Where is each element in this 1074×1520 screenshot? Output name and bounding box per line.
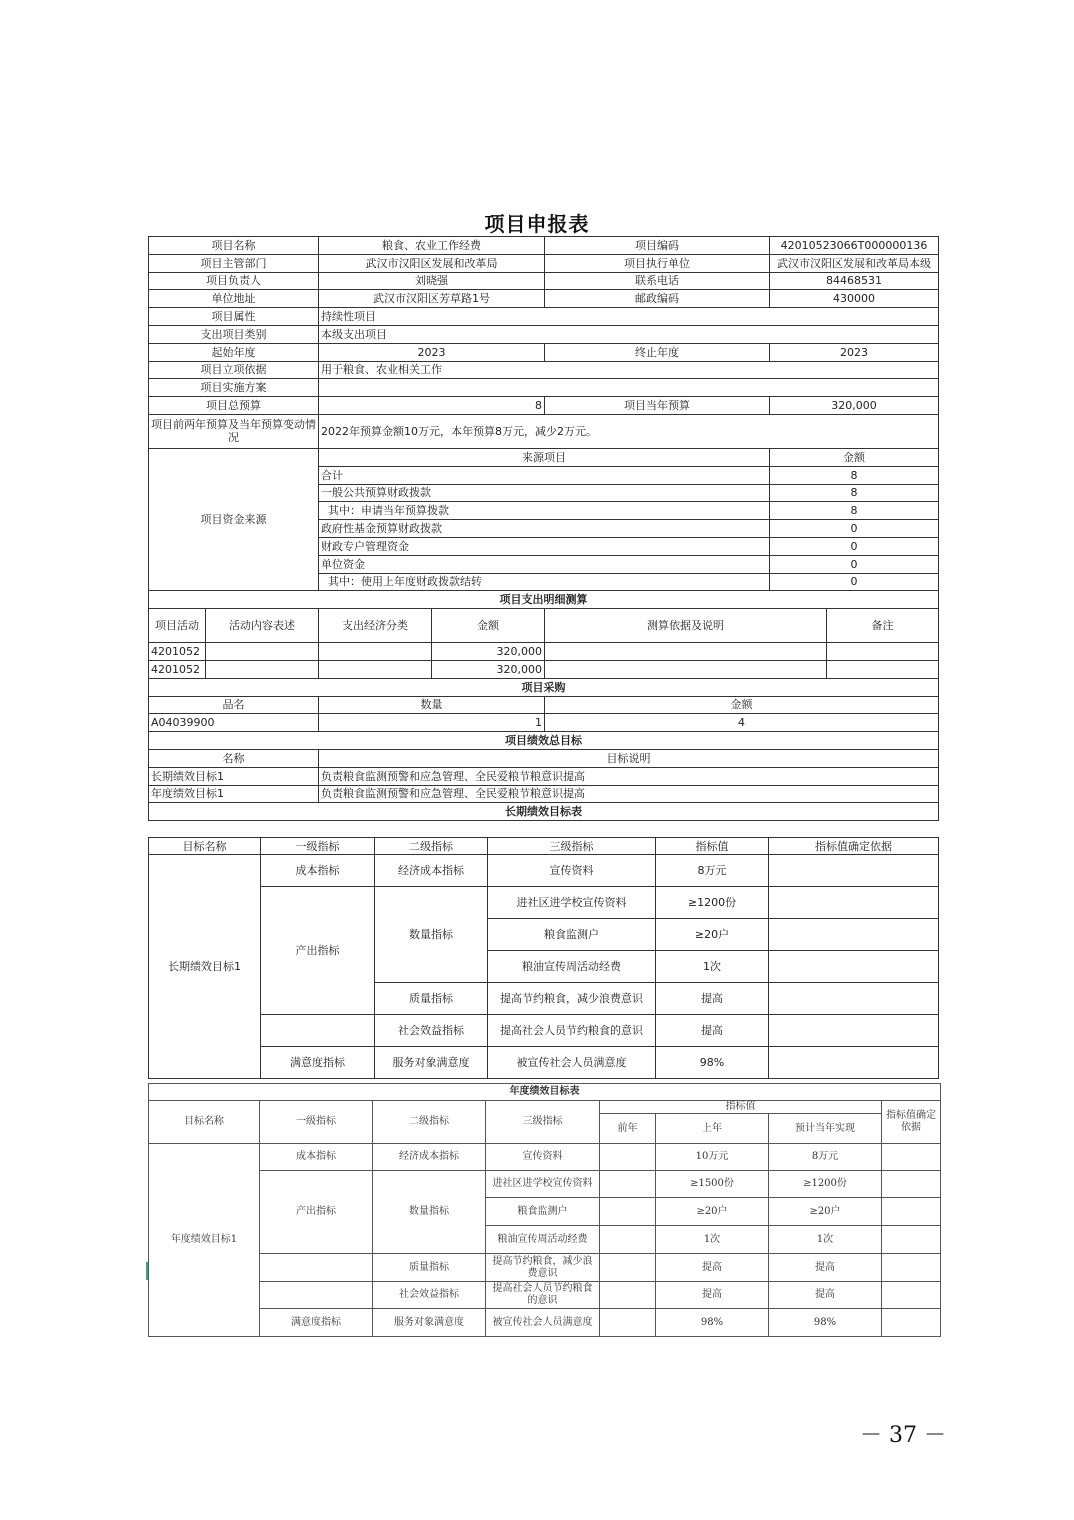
lt-l3: 粮食监测户 [488,919,656,951]
an-col-value: 指标值 [600,1101,882,1114]
label-exec-unit: 项目执行单位 [545,254,770,272]
label-address: 单位地址 [149,290,319,308]
an-row [149,1144,941,1171]
lt-l3: 进社区进学校宣传资料 [488,887,656,919]
lt-basis [769,855,939,887]
an-l3: 提高节约粮食，减少浪费意识 [486,1254,600,1282]
expense-amount: 320,000 [432,643,545,661]
row-change [149,414,939,448]
annual-table [148,1083,941,1337]
label-project-code: 项目编码 [545,237,770,255]
value-address: 武汉市汉阳区芳草路1号 [319,290,545,308]
an-l2-quantity: 数量指标 [373,1171,486,1254]
goal-section-title: 项目绩效总目标 [149,732,939,750]
procurement-amount: 4 [545,714,939,732]
funding-amount: 0 [770,520,939,538]
an-cur: 98% [769,1309,882,1337]
expense-section-row [149,591,939,609]
an-basis [882,1226,941,1254]
an-prev2 [600,1144,656,1171]
label-phone: 联系电话 [545,272,770,290]
an-l2-econ: 经济成本指标 [373,1144,486,1171]
expense-col-class: 支出经济分类 [319,609,432,643]
lt-basis [769,919,939,951]
lt-col-l1: 一级指标 [261,838,375,855]
annual-header-row [149,1101,941,1114]
procurement-name: A04039900 [149,714,319,732]
lt-l3: 提高节约粮食，减少浪费意识 [488,983,656,1015]
an-col-cur: 预计当年实现 [769,1114,882,1144]
funding-source: 财政专户管理资金 [319,537,770,555]
lt-value: 98% [656,1047,769,1079]
row-attr [149,308,939,326]
expense-row [149,643,939,661]
an-col-l2: 二级指标 [373,1101,486,1144]
lt-l2-social: 社会效益指标 [375,1015,488,1047]
lt-l3: 粮油宣传周活动经费 [488,951,656,983]
an-l1-output: 产出指标 [260,1171,373,1254]
label-postcode: 邮政编码 [545,290,770,308]
goal-col-desc: 目标说明 [319,749,939,767]
value-total-budget: 8 [319,397,545,415]
lt-l3: 宣传资料 [488,855,656,887]
project-form-table [148,236,939,821]
an-l2-quality: 质量指标 [373,1254,486,1282]
an-col-l3: 三级指标 [486,1101,600,1144]
an-l3: 粮食监测户 [486,1198,600,1226]
an-l1-social-empty [260,1282,373,1309]
an-col-goal: 目标名称 [149,1101,260,1144]
goal-desc: 负责粮食监测预警和应急管理、全民爱粮节粮意识提高 [319,767,939,785]
row-category [149,325,939,343]
an-basis [882,1171,941,1198]
an-l1-quality-empty [260,1254,373,1282]
expense-activity: 4201052 [149,660,206,678]
lt-l3: 提高社会人员节约粮食的意识 [488,1015,656,1047]
lt-l1-cost: 成本指标 [261,855,375,887]
lt-value: 1次 [656,951,769,983]
lt-basis [769,1047,939,1079]
an-prev: 98% [656,1309,769,1337]
funding-col-source: 来源项目 [319,448,770,466]
expense-col-note: 备注 [827,609,939,643]
expense-basis [545,660,827,678]
value-end-year: 2023 [770,343,939,361]
label-basis: 项目立项依据 [149,361,319,379]
value-year-budget: 320,000 [770,397,939,415]
lt-l2-quality: 质量指标 [375,983,488,1015]
an-prev: ≥20户 [656,1198,769,1226]
funding-source: 单位资金 [319,555,770,573]
lt-basis [769,983,939,1015]
an-cur: 8万元 [769,1144,882,1171]
goal-desc: 负责粮食监测预警和应急管理、全民爱粮节粮意识提高 [319,785,939,803]
expense-class [319,643,432,661]
value-budget-change: 2022年预算金额10万元，本年预算8万元，减少2万元。 [319,414,939,448]
an-prev: 提高 [656,1254,769,1282]
goal-col-name: 名称 [149,749,319,767]
lt-value: ≥20户 [656,919,769,951]
lt-col-value: 指标值 [656,838,769,855]
page-title: 项目申报表 [484,212,590,236]
label-end-year: 终止年度 [545,343,770,361]
an-prev2 [600,1254,656,1282]
funding-amount: 0 [770,555,939,573]
goal-section-row [149,732,939,750]
lt-l1-output: 产出指标 [261,887,375,1015]
an-prev: ≥1500份 [656,1171,769,1198]
an-prev: 提高 [656,1282,769,1309]
value-phone: 84468531 [770,272,939,290]
an-cur: 提高 [769,1282,882,1309]
longterm-header-row [149,838,939,855]
procurement-section-title: 项目采购 [149,678,939,696]
expense-col-amount: 金额 [432,609,545,643]
row-years [149,343,939,361]
lt-basis [769,887,939,919]
funding-amount: 8 [770,502,939,520]
an-col-prev2: 前年 [600,1114,656,1144]
an-goal-name: 年度绩效目标1 [149,1144,260,1337]
an-l2-social: 社会效益指标 [373,1282,486,1309]
an-l3: 被宣传社会人员满意度 [486,1309,600,1337]
an-prev2 [600,1198,656,1226]
an-cur: ≥1200份 [769,1171,882,1198]
goal-name: 长期绩效目标1 [149,767,319,785]
goal-row [149,785,939,803]
an-basis [882,1198,941,1226]
label-category: 支出项目类别 [149,325,319,343]
an-basis [882,1282,941,1309]
label-plan: 项目实施方案 [149,379,319,397]
longterm-table [148,837,939,1079]
lt-basis [769,951,939,983]
an-row [149,1171,941,1198]
expense-col-content: 活动内容表述 [206,609,319,643]
expense-section-title: 项目支出明细测算 [149,591,939,609]
lt-row [149,855,939,887]
lt-row [149,1015,939,1047]
procurement-section-row [149,678,939,696]
expense-header-row [149,609,939,643]
an-col-prev: 上年 [656,1114,769,1144]
lt-col-l2: 二级指标 [375,838,488,855]
an-l3: 粮油宣传周活动经费 [486,1226,600,1254]
green-edge-mark [146,1262,148,1280]
funding-amount: 0 [770,537,939,555]
an-l3: 进社区进学校宣传资料 [486,1171,600,1198]
an-prev2 [600,1226,656,1254]
an-l1-satisfaction: 满意度指标 [260,1309,373,1337]
row-funding-header [149,448,939,466]
an-row [149,1309,941,1337]
expense-class [319,660,432,678]
annual-section-row [149,1084,941,1101]
label-dept: 项目主管部门 [149,254,319,272]
expense-note [827,643,939,661]
an-cur: 1次 [769,1226,882,1254]
an-prev2 [600,1309,656,1337]
an-l1-cost: 成本指标 [260,1144,373,1171]
lt-l2-quantity: 数量指标 [375,887,488,983]
expense-col-basis: 测算依据及说明 [545,609,827,643]
expense-col-activity: 项目活动 [149,609,206,643]
procurement-header-row [149,696,939,714]
an-prev: 1次 [656,1226,769,1254]
an-basis [882,1309,941,1337]
lt-row [149,887,939,919]
lt-row [149,1047,939,1079]
lt-l2-econ: 经济成本指标 [375,855,488,887]
funding-source: 一般公共预算财政拨款 [319,484,770,502]
row-plan [149,379,939,397]
procurement-col-qty: 数量 [319,696,545,714]
goal-header-row [149,749,939,767]
longterm-section-title: 长期绩效目标表 [149,803,939,821]
label-funding: 项目资金来源 [149,448,319,590]
label-start-year: 起始年度 [149,343,319,361]
label-project-name: 项目名称 [149,237,319,255]
value-exec-unit: 武汉市汉阳区发展和改革局本级 [770,254,939,272]
value-basis: 用于粮食、农业相关工作 [319,361,939,379]
expense-basis [545,643,827,661]
row-address [149,290,939,308]
lt-value: 提高 [656,1015,769,1047]
an-prev2 [600,1171,656,1198]
funding-source: 其中：使用上年度财政拨款结转 [319,573,770,591]
an-row [149,1282,941,1309]
value-project-code: 42010523066T000000136 [770,237,939,255]
expense-note [827,660,939,678]
value-category: 本级支出项目 [319,325,939,343]
value-dept: 武汉市汉阳区发展和改革局 [319,254,545,272]
value-project-name: 粮食、农业工作经费 [319,237,545,255]
lt-col-l3: 三级指标 [488,838,656,855]
funding-amount: 8 [770,484,939,502]
label-budget-change: 项目前两年预算及当年预算变动情况 [149,414,319,448]
lt-col-goal: 目标名称 [149,838,261,855]
lt-l3: 被宣传社会人员满意度 [488,1047,656,1079]
lt-value: ≥1200份 [656,887,769,919]
funding-amount: 8 [770,466,939,484]
label-attr: 项目属性 [149,308,319,326]
row-basis [149,361,939,379]
lt-col-basis: 指标值确定依据 [769,838,939,855]
value-start-year: 2023 [319,343,545,361]
an-col-l1: 一级指标 [260,1101,373,1144]
funding-amount: 0 [770,573,939,591]
goal-name: 年度绩效目标1 [149,785,319,803]
value-plan [319,379,939,397]
label-total-budget: 项目总预算 [149,397,319,415]
funding-source: 政府性基金预算财政拨款 [319,520,770,538]
goal-row [149,767,939,785]
an-l3: 宣传资料 [486,1144,600,1171]
longterm-section-row [149,803,939,821]
expense-content [206,660,319,678]
value-attr: 持续性项目 [319,308,939,326]
an-col-basis: 指标值确定依据 [882,1101,941,1144]
an-cur: 提高 [769,1254,882,1282]
lt-value: 提高 [656,983,769,1015]
an-cur: ≥20户 [769,1198,882,1226]
an-l3: 提高社会人员节约粮食的意识 [486,1282,600,1309]
lt-l1-satisfaction: 满意度指标 [261,1047,375,1079]
lt-goal-name: 长期绩效目标1 [149,855,261,1079]
row-budget [149,397,939,415]
an-prev: 10万元 [656,1144,769,1171]
procurement-col-name: 品名 [149,696,319,714]
funding-source: 其中：申请当年预算拨款 [319,502,770,520]
lt-basis [769,1015,939,1047]
page-number: － 37 － [860,1423,946,1448]
procurement-col-amount: 金额 [545,696,939,714]
procurement-qty: 1 [319,714,545,732]
an-row [149,1254,941,1282]
funding-source: 合计 [319,466,770,484]
value-leader: 刘晓强 [319,272,545,290]
an-l2-service: 服务对象满意度 [373,1309,486,1337]
expense-row [149,660,939,678]
expense-amount: 320,000 [432,660,545,678]
row-project-name [149,237,939,255]
an-basis [882,1144,941,1171]
label-leader: 项目负责人 [149,272,319,290]
lt-l1-effect [261,1015,375,1047]
annual-section-title: 年度绩效目标表 [149,1084,941,1101]
procurement-row [149,714,939,732]
funding-col-amount: 金额 [770,448,939,466]
an-prev2 [600,1282,656,1309]
lt-l2-service: 服务对象满意度 [375,1047,488,1079]
expense-content [206,643,319,661]
row-dept [149,254,939,272]
lt-value: 8万元 [656,855,769,887]
value-postcode: 430000 [770,290,939,308]
row-leader [149,272,939,290]
an-basis [882,1254,941,1282]
label-year-budget: 项目当年预算 [545,397,770,415]
expense-activity: 4201052 [149,643,206,661]
